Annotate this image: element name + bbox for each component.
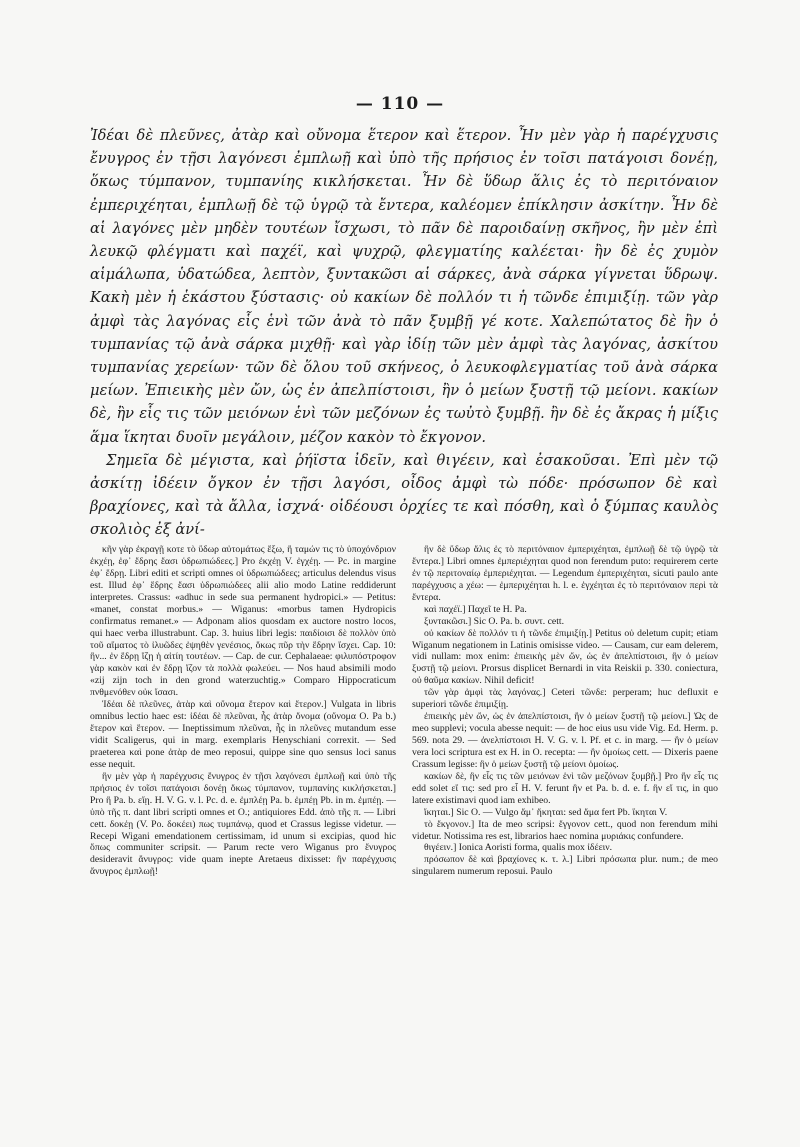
footnote: ἵκηται.] Sic O. — Vulgo ἅμ᾽ ἥκηται: sed ἅμα fert Pb. ἵκηται V. bbox=[424, 806, 668, 818]
main-greek-text bbox=[90, 124, 718, 542]
main-paragraph: Ἰδέαι δὲ πλεῦνες, ἀτὰρ καὶ οὔνομα ἕτερον καὶ ἕτερον. Ἦν μὲν γὰρ ἡ παρέγχυσις ἔνυγρος ἐν τῇσι λαγόνεσι ἐμπλωῇ καὶ ὑπὸ τῆς πρήσιος ἐν τοῖσι πατάγοισι δονέῃ, ὅκως τύμπανον, τυμπανίης κικλήσκεται. Ἦν δὲ ὕδωρ ἅλις ἐς τὸ περιτόναιον ἐμπεριχέηται, ἐμπλωῇ δὲ τῷ ὑγρῷ τὰ ἔντερα, καλέομεν ἐπίκλησιν ἀσκίτην. Ἦν δὲ αἱ λαγόνες μὲν μηδὲν τουτέων ἴσχωσι, τὸ πᾶν δὲ παροιδαίνῃ σκῆνος, ἢν μὲν ἐπὶ λευκῷ φλέγματι καὶ παχέϊ, καὶ ψυχρῷ, φλεγματίης καλέεται· ἢν δὲ ἐς χυμὸν αἱμάλωπα, ὑδατώδεα, λεπτὸν, ξυντακῶσι αἱ σάρκες, ἀνὰ σάρκα γίγνεται ὕδρωψ. Κακὴ μὲν ἡ ἑκάστου ξύστασις· οὐ κακίων δὲ πολλόν τι ἡ τῶνδε ἐπιμιξίῃ. τῶν γὰρ ἀμφὶ τὰς λαγόνας εἷς ἑνὶ τῶν ἀνὰ τὸ πᾶν ξυμβῇ γέ κοτε. Χαλεπώτατος δὲ ἢν ὁ τυμπανίας τῷ ἀνὰ σάρκα μιχθῇ· καὶ γὰρ ἰδίῃ τῶν μὲν ἀμφὶ τὰς λαγόνας, ἀσκίτου τυμπανίας χερείων· τῶν δὲ ὅλου τοῦ σκήνεος, ὁ λευκοφλεγματίας τοῦ ἀνὰ σάρκα μείων. Ἐπιεικὴς μὲν ὤν, ὡς ἐν ἀπελπίστοισι, ἢν ὁ μείων ξυστῇ τῷ μείονι. κακίων δὲ, ἢν εἷς τις τῶν μειόνων ἑνὶ τῶν μεζόνων ἐς τωὐτὸ ξυμβῇ. ἢν δὲ ἐς ἄκρας ἡ μίξις ἅμα ἵκηται δυοῖν μεγάλοιν, μέζον κακὸν τὸ ἔκγονον. bbox=[90, 127, 718, 446]
footnotes-left-column bbox=[90, 544, 396, 878]
footnote: ἐπιεικὴς μὲν ὤν, ὡς ἐν ἀπελπίστοισι, ἢν ὁ μείων ξυστῇ τῷ μείονι.] Ὡς de meo supplevi; vocula abesse nequit: — de hoc eius usu vide Vig. Ed. Herm. p. 569. nota 29. — ἀνελπίστοισι H. V. G. v. l. Pf. et c. in marg. — ἢν ὁ μείων vera loci scriptura est ex H. in O. recepta: — ἢν ὁμοίως cett. — Dixeris paene Crassum legisse: ἢν ὁ μείων ξυστῇ τῷ μείονι ὁμοίως. bbox=[412, 711, 718, 770]
footnotes-right-column bbox=[412, 544, 718, 878]
main-paragraph: Σημεῖα δὲ μέγιστα, καὶ ῥήϊστα ἰδεῖν, καὶ θιγέειν, καὶ ἐσακοῦσαι. Ἐπὶ μὲν τῷ ἀσκίτῃ ἰδέειν ὄγκον ἐν τῇσι λαγόσι, οἶδος ἀμφὶ τὼ πόδε· πρόσωπον δὲ καὶ βραχίονες, καὶ τὰ ἄλλα, ἰσχνά· οἰδέουσι ὀρχίες τε καὶ πόσθη, καὶ ὁ ξύμπας καυλὸς σκολιὸς ἐξ ἀνί- bbox=[90, 451, 718, 539]
footnote: καὶ παχέϊ.] Παχεῖ te H. Pa. bbox=[424, 603, 527, 615]
footnote: ξυντακῶσι.] Sic O. Pa. b. συντ. cett. bbox=[424, 615, 565, 627]
notes-divider bbox=[90, 536, 718, 537]
footnote: ἢν μὲν γὰρ ἡ παρέγχυσις ἔνυγρος ἐν τῇσι λαγόνεσι ἐμπλωῇ καὶ ὑπὸ τῆς πρήσιος ἐν τοῖσι πατάγοισι δονέῃ ὅκως τύμπανον, τυμπανίης κικλήσκεται.] Pro ἢ Pa. b. εἴῃ. H. V. G. v. l. Pc. d. e. ἐμπλέῃ Pa. b. ἐμπέῃ Pb. in m. ἐμπέῃ. — ὑπὸ τῆς π. dant libri scripti omnes et O.; antiquiores Edd. ἀπὸ τῆς π. — Libri cett. δοκέῃ (V. Po. δοκέει) πως τυμπάνῳ, quod et Crassus legisse videtur. — Recepi Wigani emendationem certissimam, id unum si excipias, quod hic ὅπως communiter scripsit. — Parum recte vero Wiganus pro ἔνυγρος desideravit ἄνυγρος: vide quam inepte Aretaeus dixisset: ἢν παρέγχυσις ἄνυγρος ἐμπλωῇ! bbox=[90, 770, 396, 878]
footnote: πρόσωπον δὲ καὶ βραχίονες κ. τ. λ.] Libri πρόσωπα plur. num.; de meo singularem numerum reposui. Paulo bbox=[412, 854, 718, 878]
footnotes bbox=[90, 544, 718, 878]
footnote: τῶν γὰρ ἀμφὶ τὰς λαγόνας.] Ceteri τῶνδε: perperam; huc defluxit e superiori τῶνδε ἐπιμιξίῃ. bbox=[412, 687, 718, 711]
footnote: οὐ κακίων δὲ πολλόν τι ἡ τῶνδε ἐπιμιξίῃ.] Petitus οὐ deletum cupit; etiam Wiganum negationem in Latinis omisisse video. — Causam, cur eam delerem, vidi nullam: mox enim: ἐπιεικὴς μὲν ὤν, ὡς ἐν ἀπελπίστοισι, ἢν ὁ μείων ξυστῇ τῷ μείονι. Prorsus displicet Bernardi in vita Reiskii p. 330. coniectura, οὐ θαῦμα κακίων. Nihil deficit! bbox=[412, 627, 718, 687]
page-number: — 110 — bbox=[355, 94, 445, 114]
footnote: ἢν δὲ ὕδωρ ἅλις ἐς τὸ περιτόναιον ἐμπεριχέηται, ἐμπλωῇ δὲ τῷ ὑγρῷ τὰ ἔντερα.] Libri omnes ἐμπεριέχηται quod non ferendum puto: requirerem certe ἐν τῷ περιτοναίῳ ἐμπεριέχηται. — Legendum ἐμπεριχέηται, sicuti paulo ante παρέγχυσις a χέω: — ἐμπεριχέηται h. l. e. ἐγχέηται ἐς τὸ περιτόναιον περὶ τὰ ἔντερα. bbox=[412, 544, 718, 603]
footnote: θιγέειν.] Ionica Aoristi forma, qualis mox ἰδέειν. bbox=[424, 842, 613, 854]
footnote: τὸ ἔκγονον.] Ita de meo scripsi: ἔγγονον cett., quod non ferendum mihi videtur. Notissima res est, librarios haec nomina μυριάκις confundere. bbox=[412, 818, 718, 842]
footnote: Ἰδέαι δὲ πλεῦνες, ἀτὰρ καὶ οὔνομα ἕτερον καὶ ἕτερον.] Vulgata in libris omnibus lectio haec est: ἰδέαι δὲ πλεῦναι, ἧς ἀτὰρ ὄνομα (οὔνομα O. Pa b.) ἕτερον καὶ ἕτερον. — Ineptissimum πλεῦναι, ἧς in πλεῦνες mutandum esse vidit Scaligerus, qui in marg. exemplaris Henyschiani correxit. — Sed praeterea καὶ pone ἀτὰρ de meo reposui, quippe sine quo sensus loci sanus esse nequit. bbox=[90, 699, 396, 770]
footnote: κακίων δὲ, ἢν εἷς τις τῶν μειόνων ἑνὶ τῶν μεζόνων ξυμβῇ.] Pro ἢν εἷς τις edd solet εἴ τις: sed pro εἷ H. V. ferunt ἢν et Pa. b. d. e. f. ἢν εἴ τις, in quo latere existimavi quod iam exhibeo. bbox=[412, 770, 718, 806]
footnote: κῆν γὰρ ἐκραγῇ κοτε τὸ ὕδωρ αὐτομάτως ἔξω, ἢ ταμών τις τὸ ὑποχόνδριον ἐκχέῃ, ἐφ᾽ ἕδρης ἔασι ὑδρωπιώδεες.] Pro ἐκχέῃ V. ἐγχέῃ. — Pc. in margine ἐφ᾽ ἕδρῃ. Libri editi et scripti omnes οἱ ὑδρωπιώδεες; articulus delendus visus est. Illud ἐφ᾽ ἕδρης ἔασι ὑδρωπιώδεες alii alio modo Latine reddiderunt interpretes. Crassus: «adhuc in sede sua permanent hydropici.» — Petitus: «manet, constat morbus.» — Wiganus: «morbus tamen Hydropicis confirmatus remanet.» — Adponam alios quosdam ex auctore nostro locos, qui haec verba illustrabunt. Cap. 3. huius libri legis: παιδίοισι δὲ πολλὸν ὑπὸ τοῦ αἵματος τὸ ἰλυῶδες ἐψηθὲν γενέσιος, ὅκως πῦρ τὴν ἕδρην ἴσχει. Cap. 10: ἢν... ἐν ἕδρῃ ἴζῃ ἡ αἰτίη τουτέων. — Cap. de cur. Cephalaeae: φιλυπόστροφον γὰρ κακὸν καὶ ἐν ἕδρῃ ἴζον τὰ πολλὰ φωλεύει. — Nos haud absimili modo «zij zijn toch in den grond waterzuchtig.» Comparo Hippocraticum πνθμενόθεν οὐκ ἴσασι. bbox=[90, 544, 396, 699]
